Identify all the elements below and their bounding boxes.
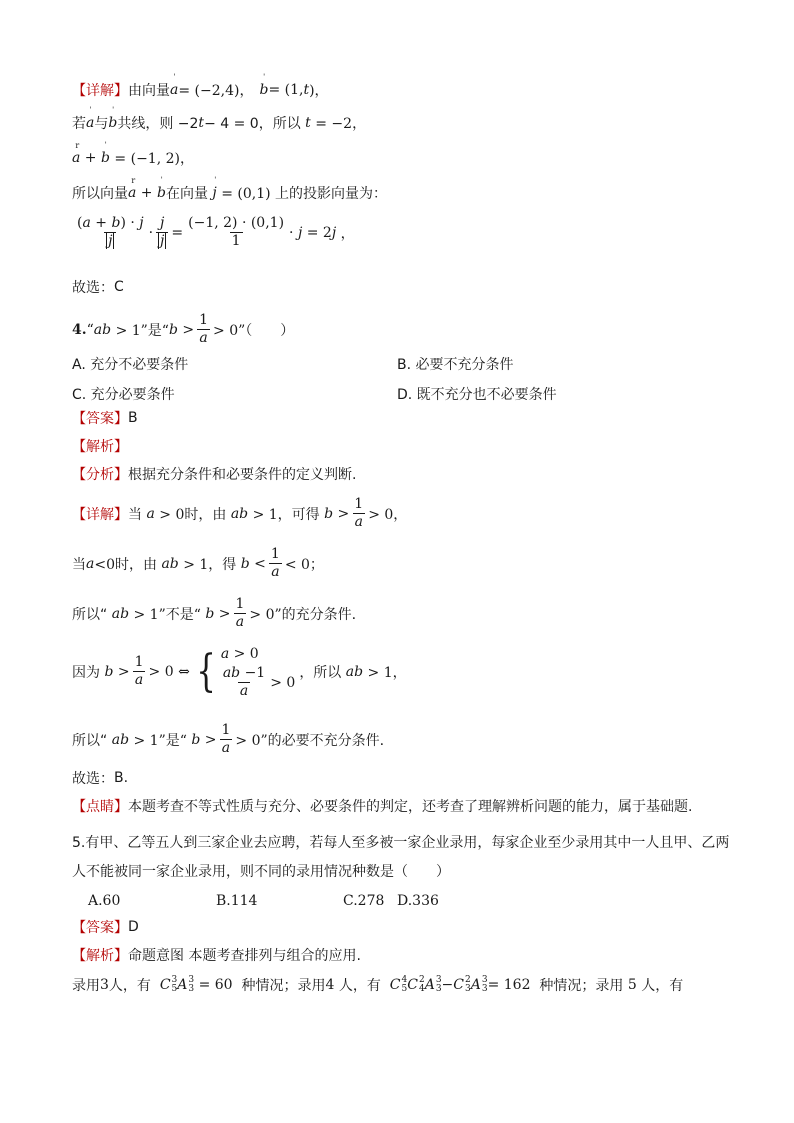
text: > 1，得 [183,556,237,573]
q4-option-b: B. 必要不充分条件 [397,357,514,373]
text: 共线，则 −2 [117,116,199,132]
q5-option-b: B.114 [216,893,258,909]
fraction: $\frac{1}{a}$ [270,546,280,580]
vector-b: b ˈ [101,141,110,166]
vector-a: a r [72,141,81,166]
answer-tag: 【答案】 [72,411,128,427]
text: = (0,1) 上的投影向量为： [221,186,388,202]
math: = (1, [268,82,304,98]
q4-option-d: D. 既不充分也不必要条件 [397,387,557,403]
text: 在向量 [165,186,208,202]
text: 种情况；录用 [241,978,326,994]
vector-b: b ˈ [157,176,166,201]
text: > 0”的必要不充分条件. [235,732,385,749]
fraction: $\frac{1}{a}$ [221,722,231,756]
inequality-system: a > 0 $\frac{ab -1}{a}$ > 0 [220,646,296,699]
p3-detail-line4: 所以向量 a r + b ˈ 在向量 j ˈ = (0,1) 上的投影向量为： [72,176,388,202]
q5-solution-line: 录用 3 人，有 C 3 5 A 3 3 = 60 种情况；录用 4 人，有 C 4 5 C 2 4 A 3 3 − C 2 3 A 3 3 = 162 种情况；录用 5 人，有 [72,975,684,994]
q4-detail-line5: 所以“ ab > 1”是“ b > $\frac{1}{a}$ > 0”的必要不充分条件. [72,722,385,756]
text: 所以“ [72,732,108,749]
q5-option-d: D.336 [397,893,439,909]
left-brace: { [196,645,216,697]
math: = 60 [198,977,233,993]
text: 人，有 [641,978,684,994]
choose-label: 故选： [72,771,114,787]
q4-option-a: A. 充分不必要条件 [72,357,189,373]
text: > 0”（ ） [213,322,295,339]
text: > 1”是“ [133,732,187,749]
comment-tag: 【点睛】 [72,799,128,815]
math: = [171,224,184,241]
q4-detail-line2: 当 a <0时，由 ab > 1，得 b < $\frac{1}{a}$ < 0； [72,546,324,580]
q4-stem: 4. “ ab > 1”是“ b > $\frac{1}{a}$ > 0”（ ） [72,312,295,346]
text: 当 [72,556,86,573]
q4-option-c: C. 充分必要条件 [72,387,175,403]
fraction: $\frac{1}{a}$ [134,654,144,688]
text: 若 [72,116,86,132]
q4-detail-line1: 【详解】 当 a > 0时，由 ab > 1，可得 b > $\frac{1}{a}$ > 0， [72,496,408,530]
question-number: 4. [72,321,87,338]
math: = −2， [315,116,367,132]
q5-answer [72,917,139,937]
answer-value: B [128,410,138,426]
choose-label: 故选： [72,280,114,296]
text: 种情况；录用 [539,978,624,994]
analyze-text: 根据充分条件和必要条件的定义判断. [128,467,357,483]
vector-b: b ˈ [259,73,269,98]
detail-tag: 【详解】 [72,506,128,523]
analysis-tag: 【解析】 [72,439,128,455]
math: 3 [100,977,109,993]
text: > 0时，由 [159,506,227,523]
text: > 1”是“ [115,322,169,339]
text: ，所以 [299,664,342,681]
comment-text: 本题考查不等式性质与充分、必要条件的判定，还考查了理解辨析问题的能力，属于基础题. [128,799,693,815]
text: > 1， [367,664,407,681]
text: − 4 = 0，所以 [204,116,301,132]
q4-detail-line3: 所以“ ab > 1”不是“ b > $\frac{1}{a}$ > 0”的充分条件. [72,596,357,630]
question-stem: 5.有甲、乙等五人到三家企业去应聘，若每人至多被一家企业录用，每家企业至少录用其中一人且甲、乙两 [72,835,730,851]
text: > 0， [368,506,408,523]
vector-b: b ˈ [108,106,118,131]
choice-value: B. [114,770,129,786]
answer-value: D [128,919,139,935]
text: 所以向量 [72,186,128,202]
math: )， [309,83,329,99]
vector-a: a ˈ [86,106,95,131]
p3-projection-formula: $\frac{(a + b) \cdot j}{j}$ · $\frac{j}{j}$ = $\frac{(-1, 2) \cdot (0,1)}{1}$ · j = 2 j ， [77,215,355,249]
p3-detail-line2: 若 a ˈ 与 b ˈ 共线，则 −2 t − 4 = 0，所以 t = −2， [72,106,367,132]
answer-tag: 【答案】 [72,920,128,936]
text: 由向量 [128,83,170,99]
math: 4 [325,977,335,993]
fraction: $\frac{1}{a}$ [354,496,364,530]
vector-a: a r [128,176,137,201]
text: 所以“ [72,606,108,623]
text: > 0 ⇔ [148,663,190,680]
q4-answer [72,408,138,428]
text: <0时，由 [94,556,157,573]
text: 与 [94,116,109,132]
text: > 1”不是“ [133,606,201,623]
text: 录用 [72,978,100,994]
math: 5 [627,977,637,993]
math: = 162 [487,977,531,993]
q5-stem-line2 [72,861,450,881]
vector-a: a ˈ [170,73,179,98]
choice-value: C [114,279,124,295]
q5-option-c: C.278 [343,893,385,909]
text: “ [86,321,94,338]
math: = 2 [306,224,332,241]
vector-j: j ˈ [212,176,217,201]
p3-detail-line1: 【详解】 由向量 a ˈ = (−2,4)， b ˈ = (1, t )， [72,73,329,99]
p3-detail-line3: a r + b ˈ = (−1, 2)， [72,141,194,167]
fraction: $\frac{(-1, 2) \cdot (0,1)}{1}$ [188,215,285,249]
analysis-text: 命题意图 本题考查排列与组合的应用. [128,948,361,964]
q4-detail-line4: 因为 b > $\frac{1}{a}$ > 0 ⇔ { a > 0 $\frac{ab -1}{a}$ > 0 ，所以 ab > 1， [72,643,407,700]
analysis-tag: 【解析】 [72,948,128,964]
math: = (−2,4)， [178,83,254,99]
text: 人，有 [338,978,381,994]
text: 当 [128,506,142,523]
fraction: $\frac{1}{a}$ [199,312,209,346]
analyze-tag: 【分析】 [72,467,128,483]
q5-analysis [72,945,361,965]
math: = (−1, 2)， [114,151,194,167]
q5-stem-line1 [72,832,729,852]
text: 人，有 [108,978,151,994]
fraction: $\frac{1}{a}$ [235,596,245,630]
q4-analysis-tag [72,436,128,456]
text: > 1，可得 [252,506,320,523]
text: 因为 [72,664,100,681]
p3-choice [72,277,124,297]
q4-choice [72,768,128,788]
text: > 0”的充分条件. [249,606,357,623]
detail-tag: 【详解】 [72,83,128,99]
question-stem: 人不能被同一家企业录用，则不同的录用情况种数是（ ） [72,864,450,880]
fraction: $\frac{j}{j}$ [156,215,168,250]
q4-comment [72,796,692,816]
q4-analyze [72,464,356,484]
text: < 0； [284,556,324,573]
fraction: $\frac{(a + b) \cdot j}{j}$ [77,215,144,249]
q5-option-a: A.60 [88,893,121,909]
